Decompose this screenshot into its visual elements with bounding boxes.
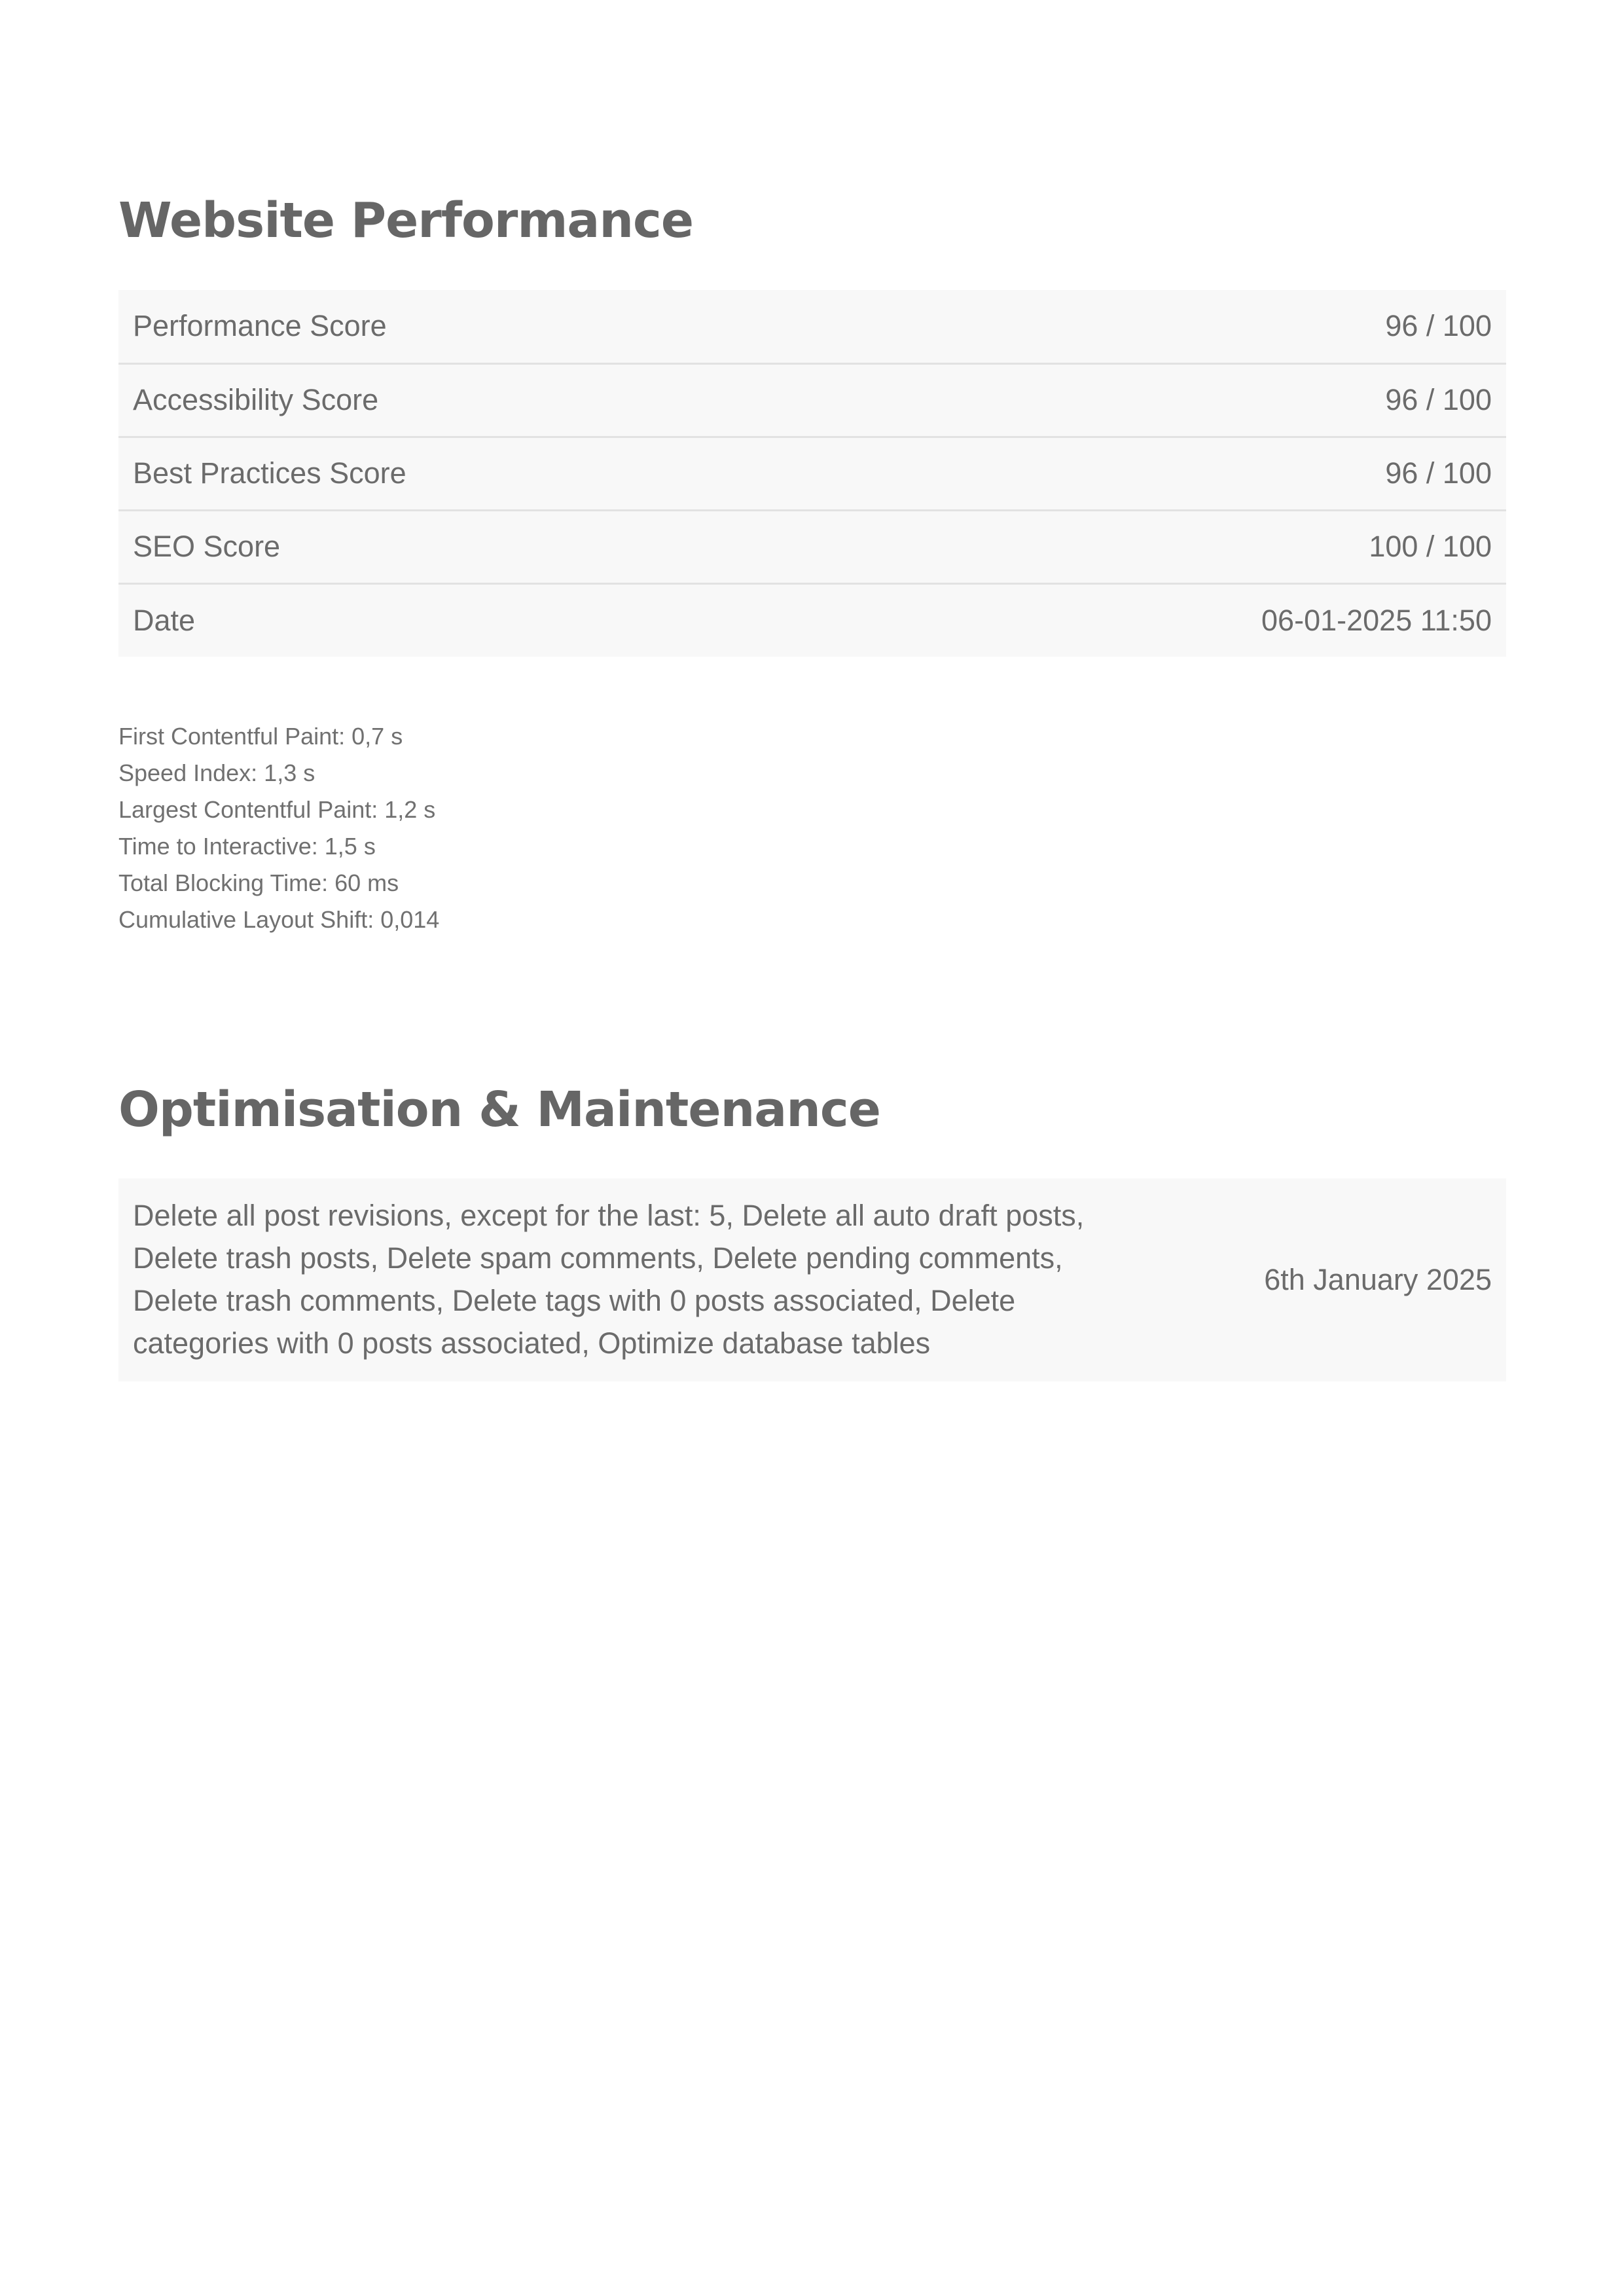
maintenance-date: 6th January 2025 <box>1264 1262 1492 1296</box>
maintenance-table <box>118 1178 1506 1381</box>
metric-time-to-interactive: Time to Interactive: 1,5 s <box>118 833 376 860</box>
score-label: Accessibility Score <box>118 363 865 437</box>
performance-metrics-list <box>118 718 439 938</box>
metric-total-blocking-time: Total Blocking Time: 60 ms <box>118 869 399 896</box>
performance-scores-table <box>118 290 1506 657</box>
score-value: 96 / 100 <box>1385 309 1492 343</box>
metric-largest-contentful-paint: Largest Contentful Paint: 1,2 s <box>118 796 436 823</box>
table-row <box>118 363 1506 437</box>
date-label: Date <box>118 583 865 657</box>
score-value: 96 / 100 <box>865 363 1506 437</box>
date-value: 06-01-2025 11:50 <box>865 583 1506 657</box>
website-performance-heading: Website Performance <box>118 192 694 249</box>
score-label: SEO Score <box>118 510 865 583</box>
table-row <box>118 290 1506 363</box>
metric-speed-index: Speed Index: 1,3 s <box>118 759 315 786</box>
metric-first-contentful-paint: First Contentful Paint: 0,7 s <box>118 723 403 750</box>
metric-cumulative-layout-shift: Cumulative Layout Shift: 0,014 <box>118 906 440 933</box>
optimisation-maintenance-heading: Optimisation & Maintenance <box>118 1082 880 1138</box>
score-value: 100 / 100 <box>865 510 1506 583</box>
table-row <box>118 510 1506 583</box>
table-row <box>118 437 1506 510</box>
score-label: Best Practices Score <box>118 437 865 510</box>
score-value: 96 / 100 <box>865 437 1506 510</box>
table-row <box>118 1178 1506 1381</box>
table-row <box>118 583 1506 657</box>
maintenance-description: Delete all post revisions, except for the last: 5, Delete all auto draft posts, Delete trash posts, Delete spam comments, Delete pending comments, Delete trash comments, Delete tags with 0 posts associated, Delete categories with 0 posts associated, Optimize database tables <box>133 1199 1085 1360</box>
score-label: Performance Score <box>133 309 387 343</box>
